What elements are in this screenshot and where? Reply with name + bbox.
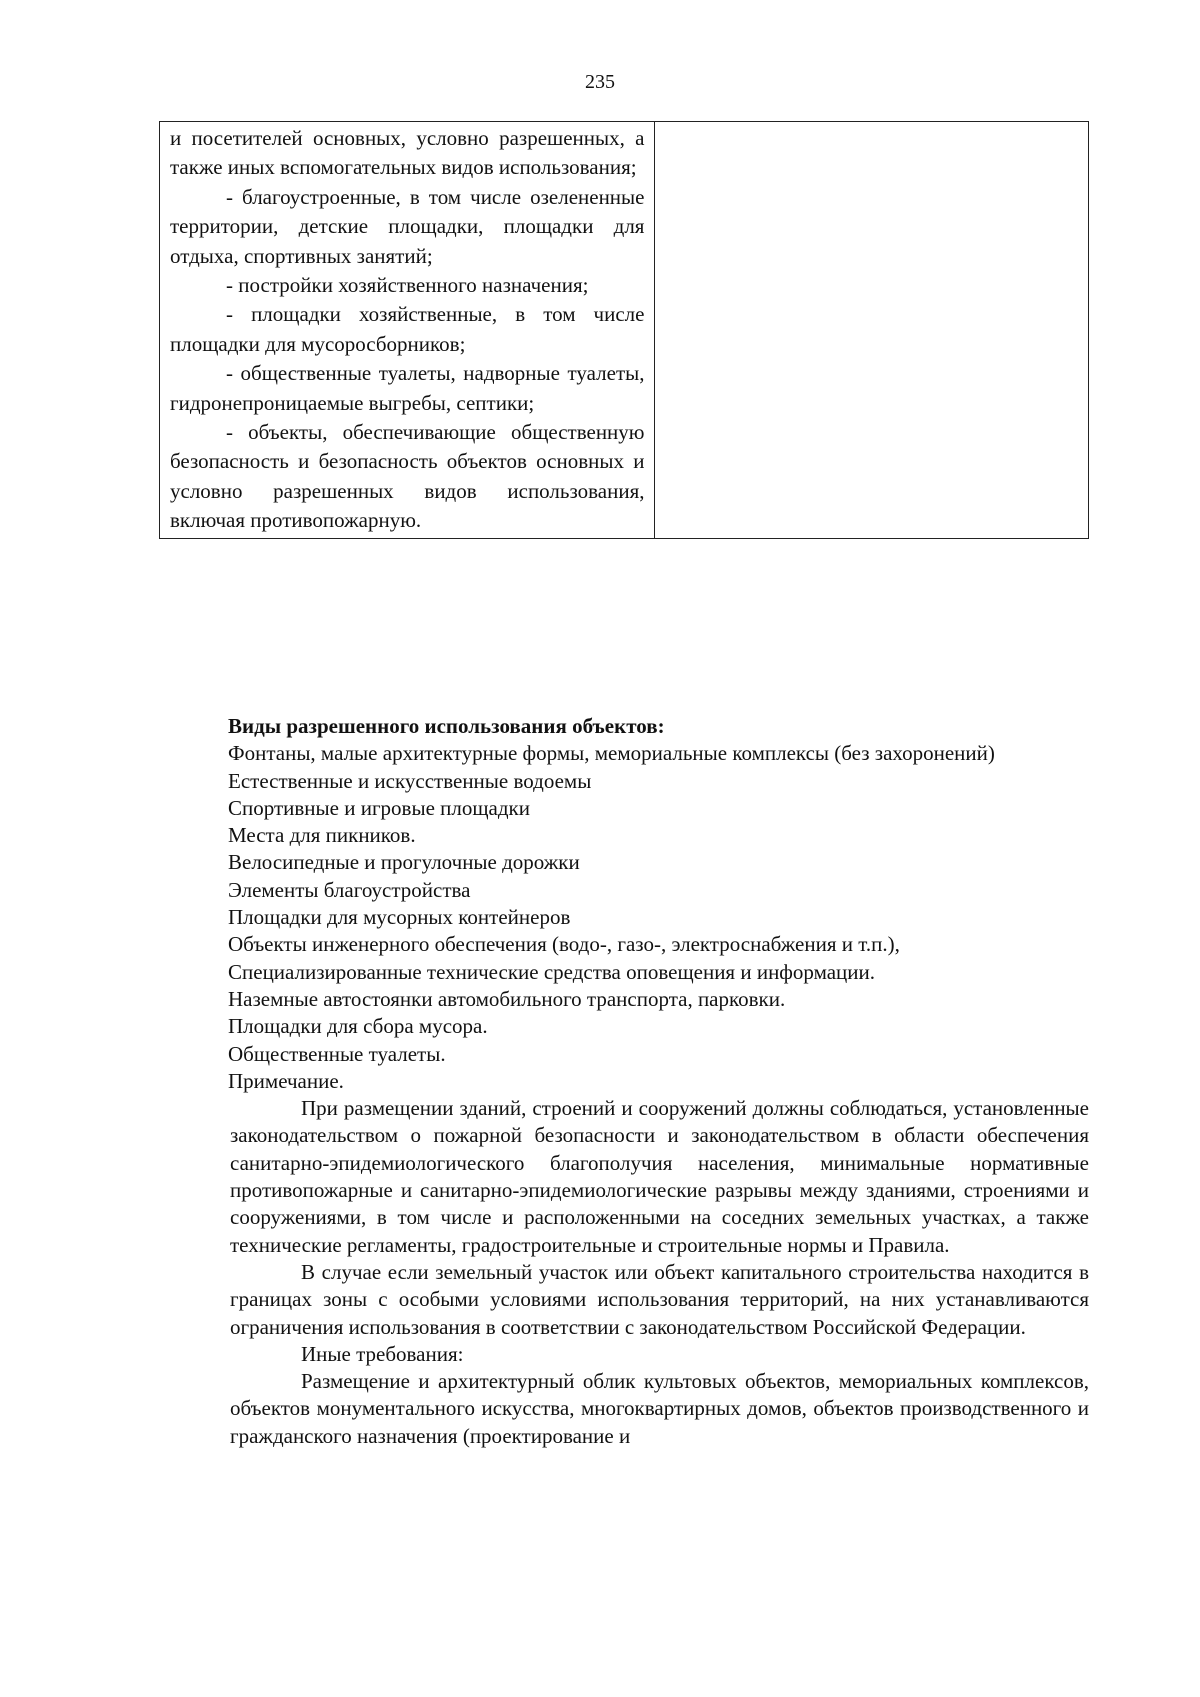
list-item: Элементы благоустройства: [228, 877, 471, 902]
section-heading: Виды разрешенного использования объектов:: [228, 714, 665, 738]
table-paragraph: - постройки хозяйственного назначения;: [226, 273, 589, 298]
list-item: Площадки для мусорных контейнеров: [228, 905, 571, 930]
list-item: Объекты инженерного обеспечения (водо-, газо-, электроснабжения и т.п.),: [228, 932, 900, 957]
table-cell-uses: [160, 122, 655, 539]
list-item: Примечание.: [228, 1068, 344, 1093]
page-number: 235: [585, 71, 615, 93]
table-row: [160, 122, 1089, 539]
note-paragraph: Иные требования:: [301, 1341, 464, 1366]
list-item: Наземные автостоянки автомобильного транспорта, парковки.: [228, 986, 786, 1011]
table-paragraph: и посетителей основных, условно разрешенных, а также иных вспомогательных видов использования;: [170, 126, 645, 180]
note-paragraph: Размещение и архитектурный облик культовых объектов, мемориальных комплексов, объектов монументального искусства, многоквартирных домов, объектов производственного и гражданского назначения (проектирование и: [230, 1369, 1089, 1448]
list-item: Площадки для сбора мусора.: [228, 1014, 488, 1039]
uses-table: [159, 121, 1089, 539]
list-item: Спортивные и игровые площадки: [228, 795, 530, 820]
table-paragraph: - общественные туалеты, надворные туалеты, гидронепроницаемые выгребы, септики;: [170, 361, 645, 415]
section-body: [172, 713, 1089, 1450]
table-paragraph: - объекты, обеспечивающие общественную безопасность и безопасность объектов основных и условно разрешенных видов использования, включая противопожарную.: [170, 420, 645, 533]
note-paragraph: При размещении зданий, строений и сооружений должны соблюдаться, установленные законодательством о пожарной безопасности и законодательством в области обеспечения санитарно-эпидемиологического благополучия населения, минимальные нормативные противопожарные и санитарно-эпидемиологические разрывы между зданиями, строениями и сооружениями, в том числе и расположенными на соседних земельных участках, а также технические регламенты, градостроительные и строительные нормы и Правила.: [230, 1096, 1089, 1257]
list-item: Специализированные технические средства оповещения и информации.: [228, 959, 876, 984]
list-item: Фонтаны, малые архитектурные формы, мемориальные комплексы (без захоронений): [228, 741, 995, 766]
list-item: Места для пикников.: [228, 823, 416, 848]
table-paragraph: - площадки хозяйственные, в том числе площадки для мусоросборников;: [170, 302, 645, 356]
list-item: Общественные туалеты.: [228, 1041, 446, 1066]
table-paragraph: - благоустроенные, в том числе озелененные территории, детские площадки, площадки для отдыха, спортивных занятий;: [170, 184, 645, 268]
table-cell-empty: [655, 122, 1089, 539]
note-paragraph: В случае если земельный участок или объект капитального строительства находится в границах зоны с особыми условиями использования территорий, на них устанавливаются ограничения использования в соответствии с законодательством Российской Федерации.: [230, 1259, 1089, 1339]
list-item: Естественные и искусственные водоемы: [228, 768, 592, 793]
list-item: Велосипедные и прогулочные дорожки: [228, 850, 580, 875]
